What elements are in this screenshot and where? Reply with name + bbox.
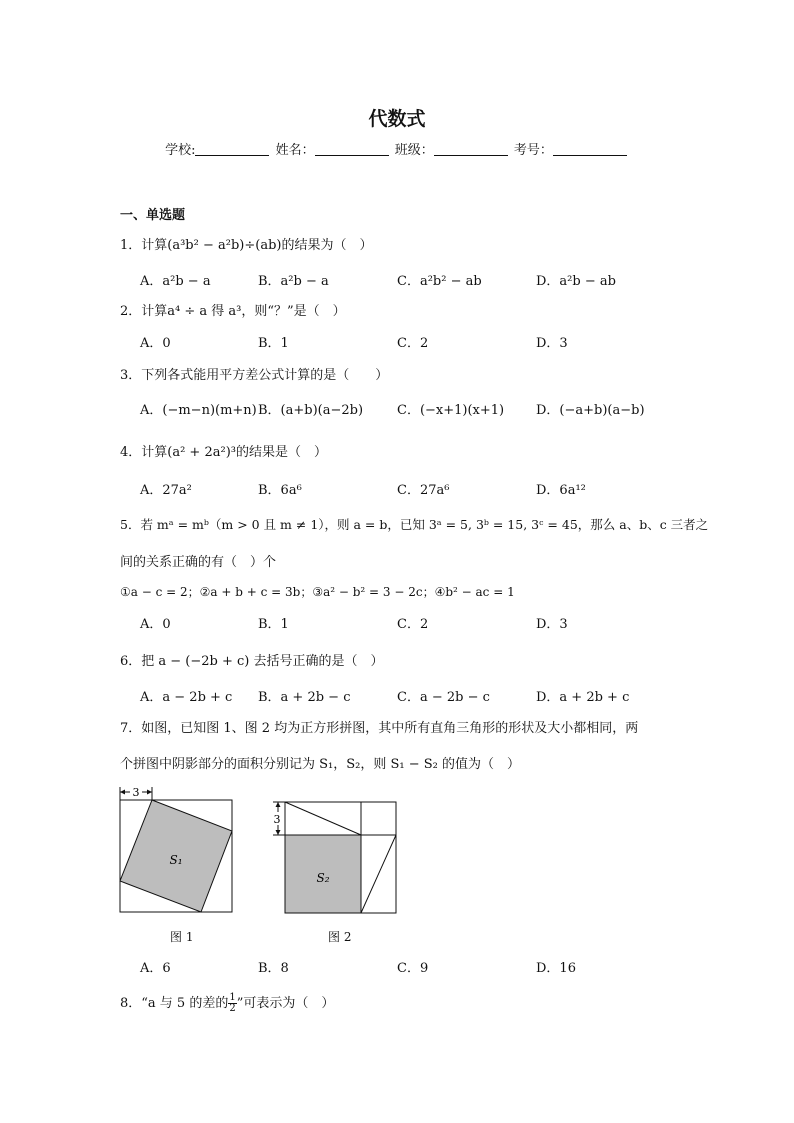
question-1-option-d: D．a²b − ab xyxy=(536,274,616,289)
exam-no-label: 考号： xyxy=(513,143,553,158)
question-5-option-c: C．2 xyxy=(397,617,429,632)
question-7-stem-line2: 个拼图中阴影部分的面积分别记为 S₁，S₂，则 S₁ − S₂ 的值为（ ） xyxy=(120,757,521,772)
figure-1-dim-label: 3 xyxy=(132,786,140,799)
question-8-stem xyxy=(120,992,334,1014)
question-7-stem-line1: 7．如图，已知图 1、图 2 均为正方形拼图，其中所有直角三角形的形状及大小都相同，两 xyxy=(120,721,639,736)
school-label: 学校: xyxy=(165,143,196,158)
question-7-option-d: D．16 xyxy=(536,961,576,976)
figure-2-diagonal-top xyxy=(285,802,361,835)
question-3-option-a: A．(−m−n)(m+n) xyxy=(140,403,257,418)
question-4-option-d: D．6a¹² xyxy=(536,483,586,498)
question-1-option-c: C．a²b² − ab xyxy=(397,274,482,289)
fraction-denominator: 2 xyxy=(229,1003,236,1014)
school-blank xyxy=(195,142,269,156)
question-5-stem-line1: 5．若 mᵃ = mᵇ（m > 0 且 m ≠ 1），则 a = b，已知 3ᵃ = 5, 3ᵇ = 15, 3ᶜ = 45，那么 a、b、c 三者之 xyxy=(120,517,709,532)
class-label: 班级： xyxy=(394,143,434,158)
figure-2-diagram xyxy=(268,798,398,916)
question-5-conditions: ①a − c = 2；②a + b + c = 3b；③a² − b² = 3 − 2c；④b² − ac = 1 xyxy=(120,585,515,599)
question-2-option-c: C．2 xyxy=(397,336,429,351)
question-3-option-b: B．(a+b)(a−2b) xyxy=(258,403,364,418)
figure-2-region-label: S₂ xyxy=(316,871,330,885)
exam-no-blank xyxy=(553,142,627,156)
question-5-stem-line2: 间的关系正确的有（ ）个 xyxy=(120,555,277,570)
question-1-option-b: B．a²b − a xyxy=(258,274,329,289)
question-3-option-c: C．(−x+1)(x+1) xyxy=(397,403,505,418)
question-3-stem: 3．下列各式能用平方差公式计算的是（ ） xyxy=(120,368,389,383)
question-4-option-b: B．6a⁶ xyxy=(258,483,302,498)
figure-2-arrow-top xyxy=(276,802,281,807)
question-7-option-a: A．6 xyxy=(140,961,171,976)
question-6-option-a: A．a − 2b + c xyxy=(140,690,233,705)
figure-2-arrow-bottom xyxy=(276,830,281,835)
question-7-option-c: C．9 xyxy=(397,961,429,976)
question-2-option-a: A．0 xyxy=(140,336,171,351)
figure-2-diagonal-right xyxy=(361,835,396,913)
question-2-option-b: B．1 xyxy=(258,336,289,351)
question-6-option-d: D．a + 2b + c xyxy=(536,690,630,705)
question-7-option-b: B．8 xyxy=(258,961,289,976)
question-6-option-c: C．a − 2b − c xyxy=(397,690,490,705)
question-8-stem-prefix: 8．“a 与 5 的差的 xyxy=(120,996,229,1011)
class-blank xyxy=(434,142,508,156)
fraction-numerator: 1 xyxy=(229,992,236,1003)
section-heading: 一、单选题 xyxy=(120,208,186,223)
question-6-stem: 6．把 a − (−2b + c) 去括号正确的是（ ） xyxy=(120,654,384,669)
figure-2-caption: 图 2 xyxy=(328,930,352,944)
figure-2-dim-label: 3 xyxy=(273,813,281,826)
question-6-option-b: B．a + 2b − c xyxy=(258,690,351,705)
figure-1-diagram xyxy=(116,784,241,918)
question-4-stem: 4．计算(a² + 2a²)³的结果是（ ） xyxy=(120,445,327,460)
question-4-option-c: C．27a⁶ xyxy=(397,483,450,498)
figure-1-region-label: S₁ xyxy=(169,853,183,867)
figure-1-arrow-right xyxy=(147,790,152,795)
name-label: 姓名： xyxy=(275,143,315,158)
figure-1-arrow-left xyxy=(120,790,125,795)
question-1-option-a: A．a²b − a xyxy=(140,274,211,289)
question-1-stem: 1．计算(a³b² − a²b)÷(ab)的结果为（ ） xyxy=(120,238,373,253)
question-2-stem: 2．计算a⁴ ÷ a 得 a³，则“？”是（ ） xyxy=(120,304,346,319)
name-blank xyxy=(315,142,389,156)
student-info-line xyxy=(0,139,794,158)
question-8-stem-suffix: ”可表示为（ ） xyxy=(236,996,335,1011)
question-8-fraction xyxy=(228,993,236,1014)
figure-1-caption: 图 1 xyxy=(170,930,194,944)
page-title: 代数式 xyxy=(368,108,426,130)
question-3-option-d: D．(−a+b)(a−b) xyxy=(536,403,645,418)
question-5-option-b: B．1 xyxy=(258,617,289,632)
question-5-option-a: A．0 xyxy=(140,617,171,632)
question-2-option-d: D．3 xyxy=(536,336,568,351)
question-5-option-d: D．3 xyxy=(536,617,568,632)
question-4-option-a: A．27a² xyxy=(140,483,192,498)
